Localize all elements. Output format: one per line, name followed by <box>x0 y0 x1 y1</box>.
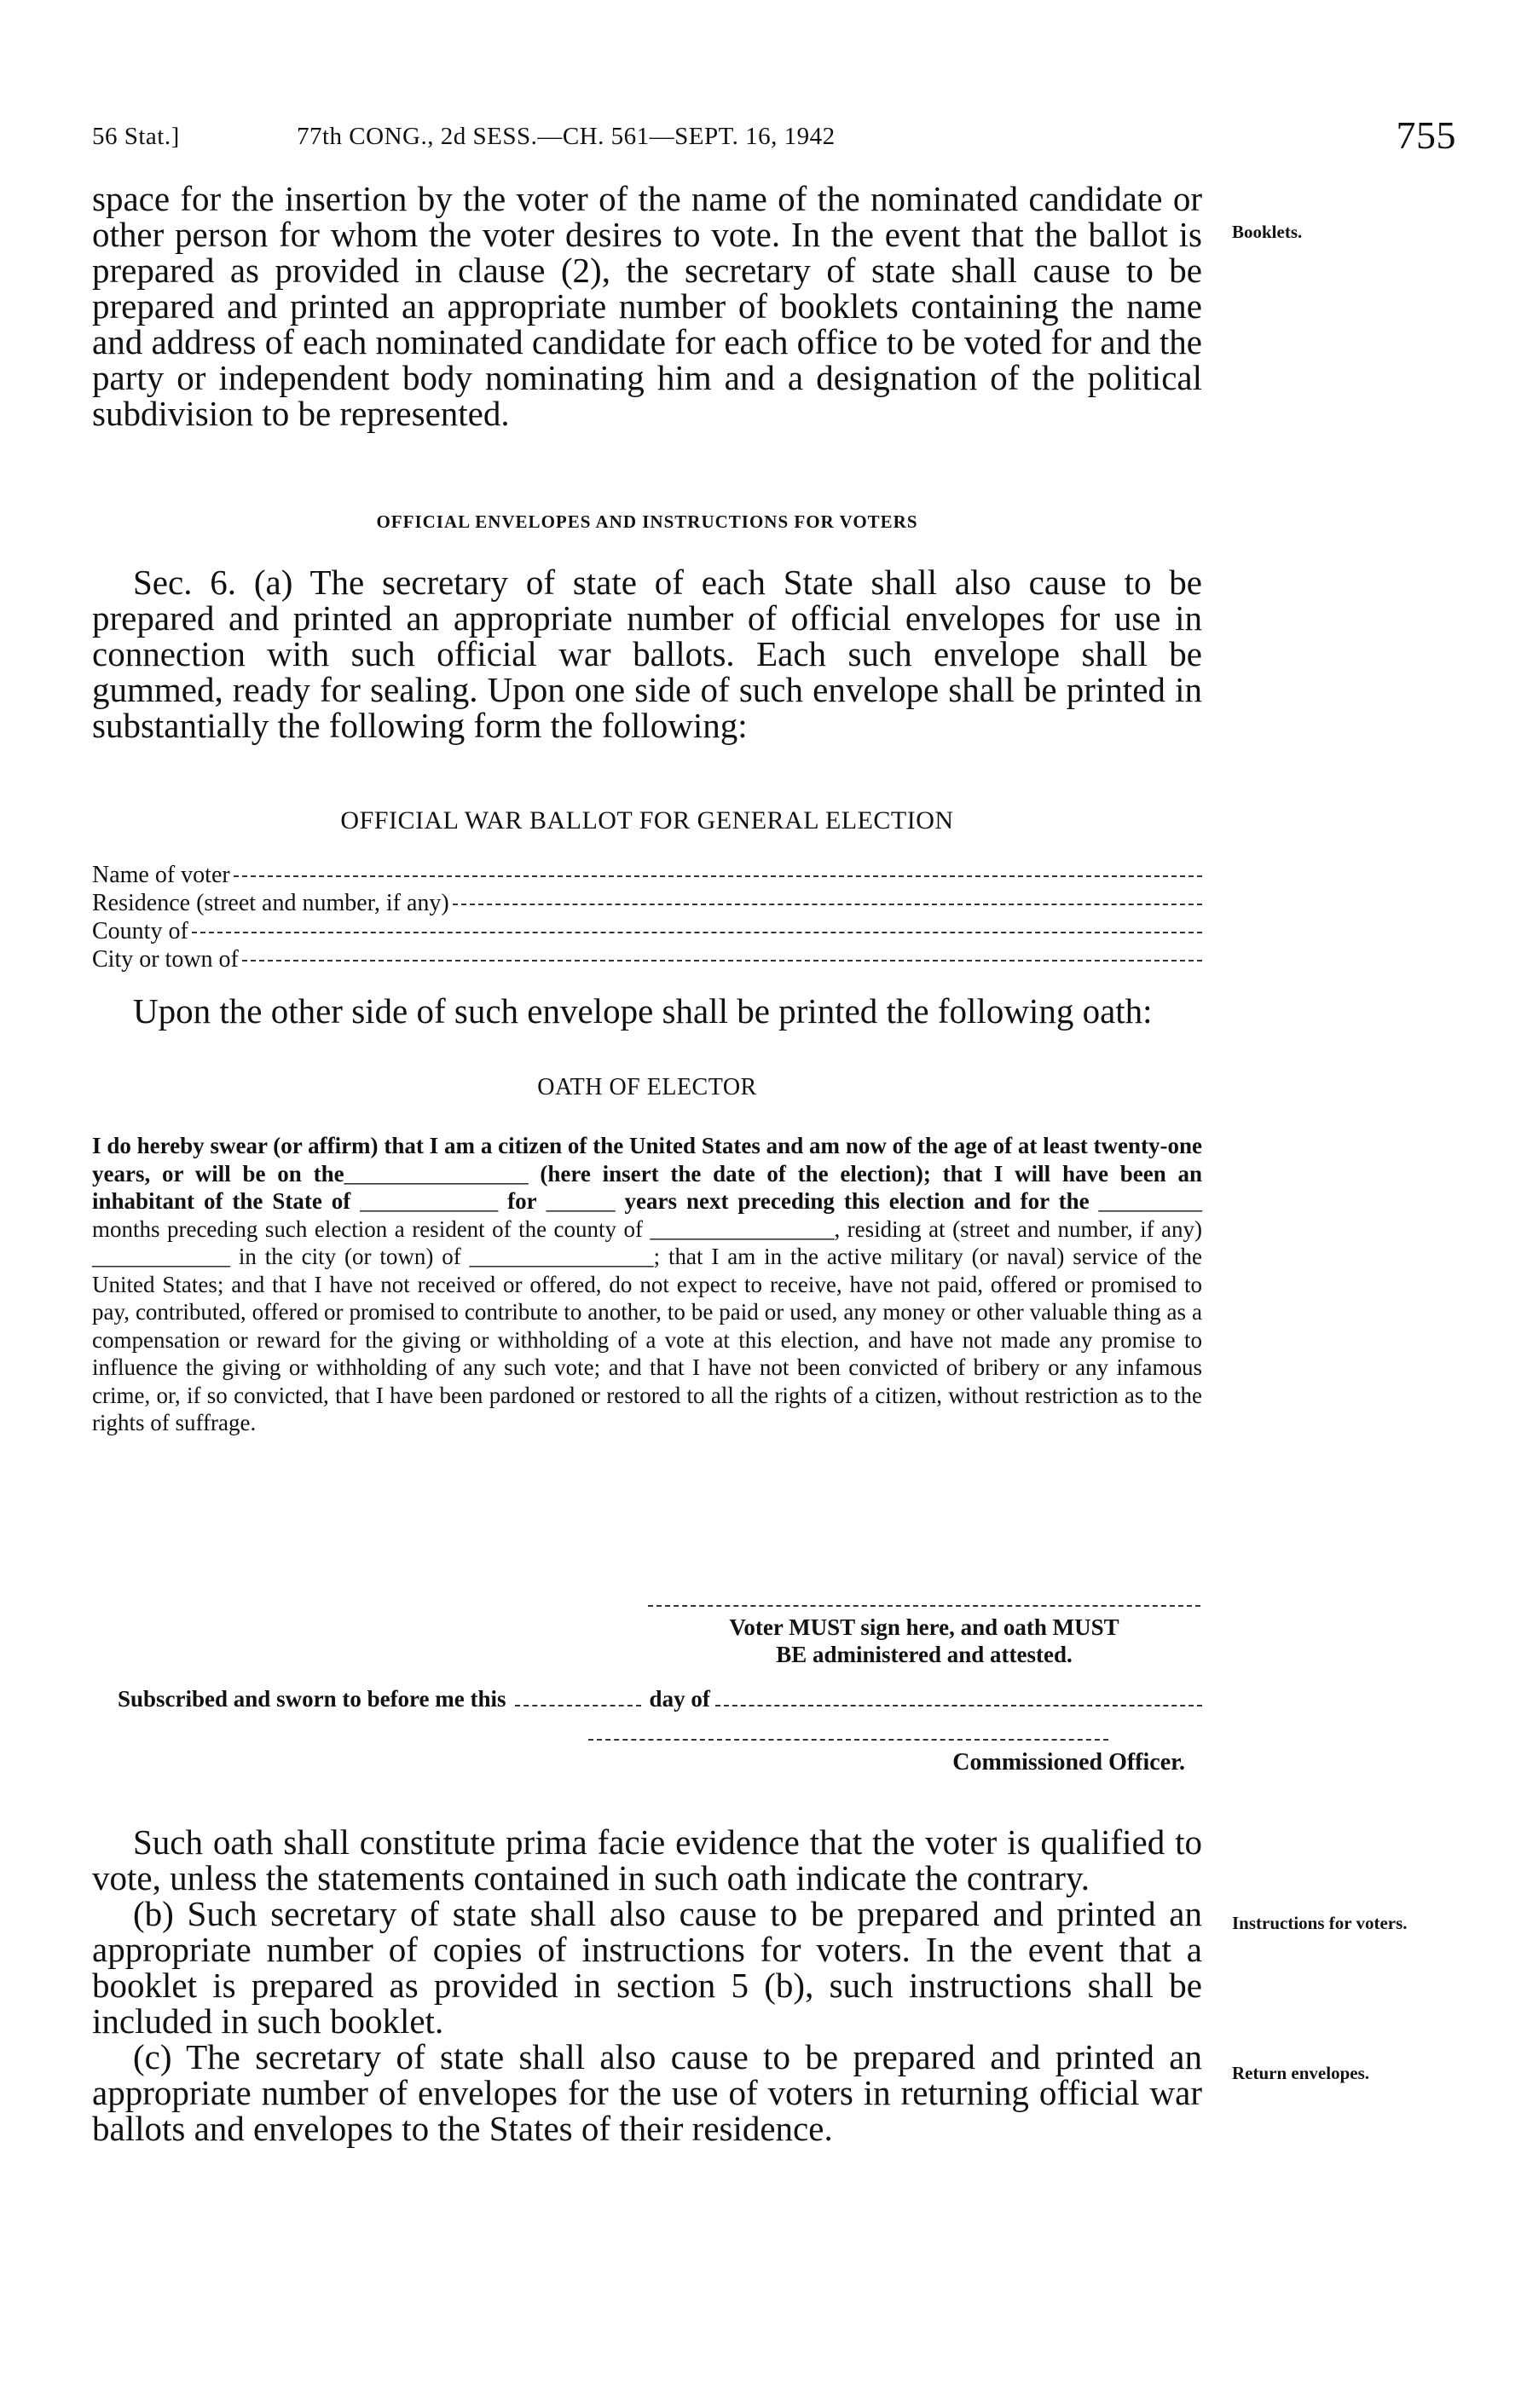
sec6c-paragraph: (c) The secretary of state shall also cause to be prepared and printed an appropriate number of envelopes for the use of voters in returning official war ballots and envelopes to the States of their residence. <box>92 2037 1202 2148</box>
intro-paragraph: space for the insertion by the voter of the name of the nominated candidate or other person for whom the voter desires to vote. In the event that the ballot is prepared as provided in clause (2), the secretary of state shall cause to be prepared and printed an appropriate number of booklets containing the name and address of each nominated candidate for each office to be voted for and the party or independent body nominating him and a designation of the political subdivision to be represented. <box>92 179 1202 433</box>
other-side-paragraph: Upon the other side of such envelope shall be printed the following oath: <box>133 991 1153 1031</box>
commissioned-officer-label: Commissioned Officer. <box>952 1749 1185 1776</box>
margin-note-booklets: Booklets. <box>1232 222 1303 242</box>
oath-text: I do hereby swear (or affirm) that I am a citizen of the United States and am now of the age of at least twenty-one years, or will be on the________________ (here insert the date of the election); that I will have been an inhabitant of the State of ____________ for ______ years next preceding this election and for the _________ months preceding such election a resident of the county of ________________, residing at (street and number, if any) ____________ in the city (or town) of ________________; that I am in the active military (or naval) service of the United States; and that I have not received or offered, do not expect to receive, have not paid, offered or promised to pay, contributed, offered or promised to contribute to another, to be paid or used, any money or other valuable thing as a compensation or reward for the giving or withholding of a vote at this election, and have not made any promise to influence the giving or withholding of any such vote; and that I have not been convicted of bribery or any infamous crime, or, if so convicted, that I have been pardoned or restored to all the rights of a citizen, without restriction as to the rights of suffrage. <box>92 1133 1203 1435</box>
margin-note-instructions: Instructions for voters. <box>1232 1913 1408 1933</box>
voter-signature-line <box>648 1605 1200 1607</box>
closing-paragraph: Such oath shall constitute prima facie evidence that the voter is qualified to vote, unless the statements contained in such oath indicate the contrary. <box>92 1822 1202 1897</box>
section-heading: OFFICIAL ENVELOPES AND INSTRUCTIONS FOR VOTERS <box>376 511 918 532</box>
session-chapter-date: 77th CONG., 2d SESS.—CH. 561—SEPT. 16, 1942 <box>297 123 836 150</box>
statute-volume: 56 Stat.] <box>92 123 180 150</box>
oath-heading: OATH OF ELECTOR <box>537 1074 757 1100</box>
officer-signature-line <box>588 1739 1108 1741</box>
form-field-residence: Residence (street and number, if any) <box>92 889 1202 917</box>
other-side-block <box>92 993 1202 1029</box>
form-field-county: County of <box>92 917 1202 945</box>
closing-block <box>92 1824 1202 2146</box>
voter-signature-note: Voter MUST sign here, and oath MUST BE administered and attested. <box>729 1614 1119 1667</box>
intro-paragraph-block <box>92 181 1202 431</box>
sec6b-paragraph: (b) Such secretary of state shall also cause to be prepared and printed an appropriate number of copies of instructions for voters. In the event that a booklet is prepared as provided in section 5 (b), such instructions shall be included in such booklet. <box>92 1894 1202 2041</box>
subscribed-sworn-line: Subscribed and sworn to before me this day of <box>118 1686 1202 1712</box>
envelope-form-fields <box>92 861 1202 973</box>
sec6a-block <box>92 564 1202 743</box>
margin-note-return-envelopes: Return envelopes. <box>1232 2063 1369 2083</box>
sec6a-paragraph: Sec. 6. (a) The secretary of state of each State shall also cause to be prepared and printed an appropriate number of official envelopes for use in connection with such official war ballots. Each such envelope shall be gummed, ready for sealing. Upon one side of such envelope shall be printed in substantially the following form the following: <box>92 563 1202 745</box>
envelope-form-title: OFFICIAL WAR BALLOT FOR GENERAL ELECTION <box>340 806 954 834</box>
page-header <box>92 113 1456 160</box>
form-field-city-or-town: City or town of <box>92 945 1202 973</box>
page-number: 755 <box>1396 113 1456 157</box>
form-field-name-of-voter: Name of voter <box>92 861 1202 889</box>
